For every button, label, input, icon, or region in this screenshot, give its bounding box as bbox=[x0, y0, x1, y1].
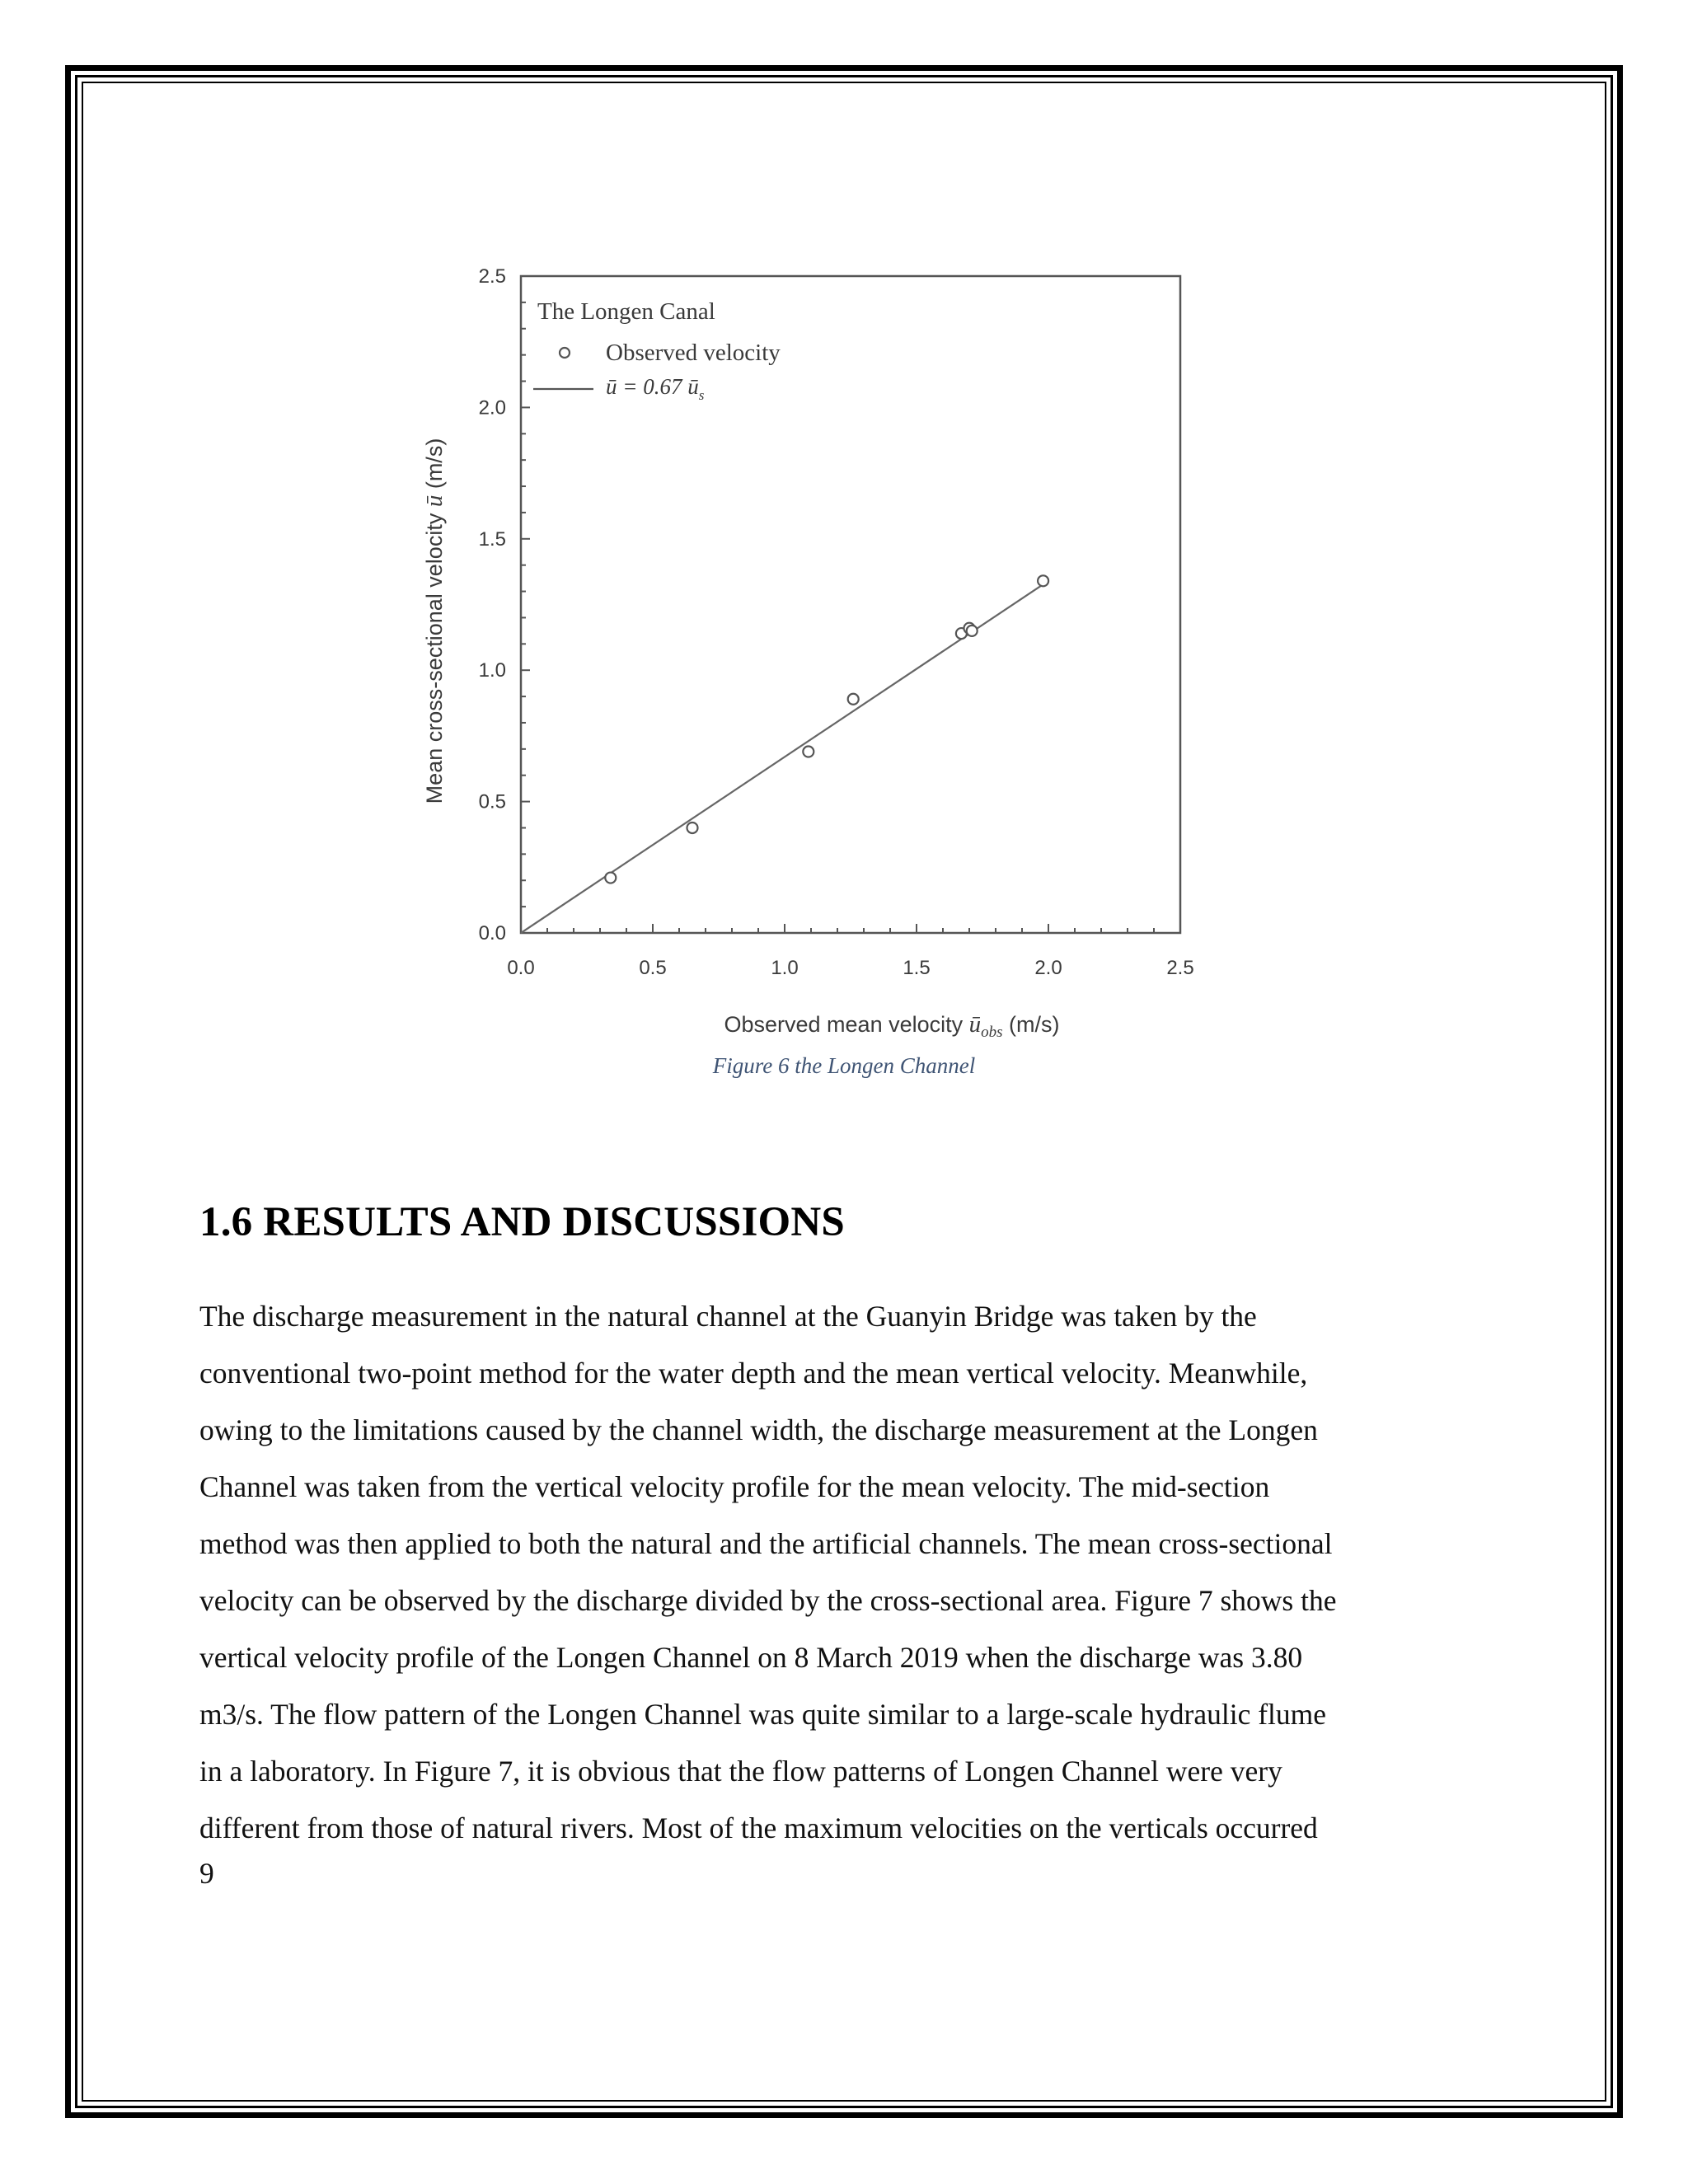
x-tick-label: 0.0 bbox=[507, 957, 535, 979]
x-axis-label: Observed mean velocity $ū_{obs}$ (m/s) bbox=[724, 1011, 1060, 1038]
y-tick-label: 2.0 bbox=[478, 396, 506, 419]
body-line: vertical velocity profile of the Longen Channel on 8 March 2019 when the discharge was 3.80 bbox=[199, 1641, 1303, 1674]
figure-caption: Figure 6 the Longen Channel bbox=[712, 1053, 976, 1078]
y-tick-label: 1.0 bbox=[478, 659, 506, 682]
body-line: different from those of natural rivers. Most of the maximum velocities on the verticals occurred bbox=[199, 1811, 1318, 1844]
legend-marker-circle bbox=[560, 348, 570, 358]
y-tick-label: 0.5 bbox=[478, 790, 506, 813]
y-tick-label: 2.5 bbox=[478, 265, 506, 288]
body-line: velocity can be observed by the discharge divided by the cross-sectional area. Figure 7 shows the bbox=[199, 1584, 1337, 1617]
legend-title: The Longen Canal bbox=[537, 298, 715, 325]
data-point bbox=[687, 823, 698, 833]
y-tick-label: 0.0 bbox=[478, 922, 506, 944]
data-point bbox=[1038, 575, 1048, 586]
section-heading: 1.6 RESULTS AND DISCUSSIONS bbox=[199, 1199, 845, 1245]
body-line: The discharge measurement in the natural channel at the Guanyin Bridge was taken by the bbox=[199, 1300, 1257, 1333]
x-tick-label: 1.0 bbox=[771, 957, 799, 979]
body-line: method was then applied to both the natural and the artificial channels. The mean cross-sectional bbox=[199, 1527, 1333, 1560]
body-line: Channel was taken from the vertical velocity profile for the mean velocity. The mid-section bbox=[199, 1470, 1270, 1503]
velocity-scatter-chart bbox=[412, 255, 1220, 1038]
data-point bbox=[803, 747, 814, 757]
x-tick-label: 2.5 bbox=[1166, 957, 1194, 979]
data-point bbox=[605, 873, 616, 883]
legend-label-equation: ū = 0.67 $ū_s$ bbox=[606, 374, 705, 403]
x-tick-label: 2.0 bbox=[1034, 957, 1062, 979]
x-tick-label: 0.5 bbox=[639, 957, 667, 979]
body-line: conventional two-point method for the water depth and the mean vertical velocity. Meanwhile, bbox=[199, 1357, 1308, 1390]
data-point bbox=[848, 694, 859, 705]
page-number: 9 bbox=[199, 1857, 214, 1890]
y-axis-label: Mean cross-sectional velocity ū (m/s) bbox=[421, 438, 448, 804]
body-line: owing to the limitations caused by the channel width, the discharge measurement at the Longen bbox=[199, 1413, 1318, 1446]
x-tick-label: 1.5 bbox=[903, 957, 931, 979]
legend-label-observed: Observed velocity bbox=[606, 340, 781, 366]
data-point bbox=[967, 626, 978, 636]
body-line: in a laboratory. In Figure 7, it is obvious that the flow patterns of Longen Channel were very bbox=[199, 1755, 1282, 1788]
body-line: m3/s. The flow pattern of the Longen Channel was quite similar to a large-scale hydraulic flume bbox=[199, 1698, 1327, 1731]
body-paragraph bbox=[199, 1288, 1535, 1857]
y-tick-label: 1.5 bbox=[478, 527, 506, 551]
